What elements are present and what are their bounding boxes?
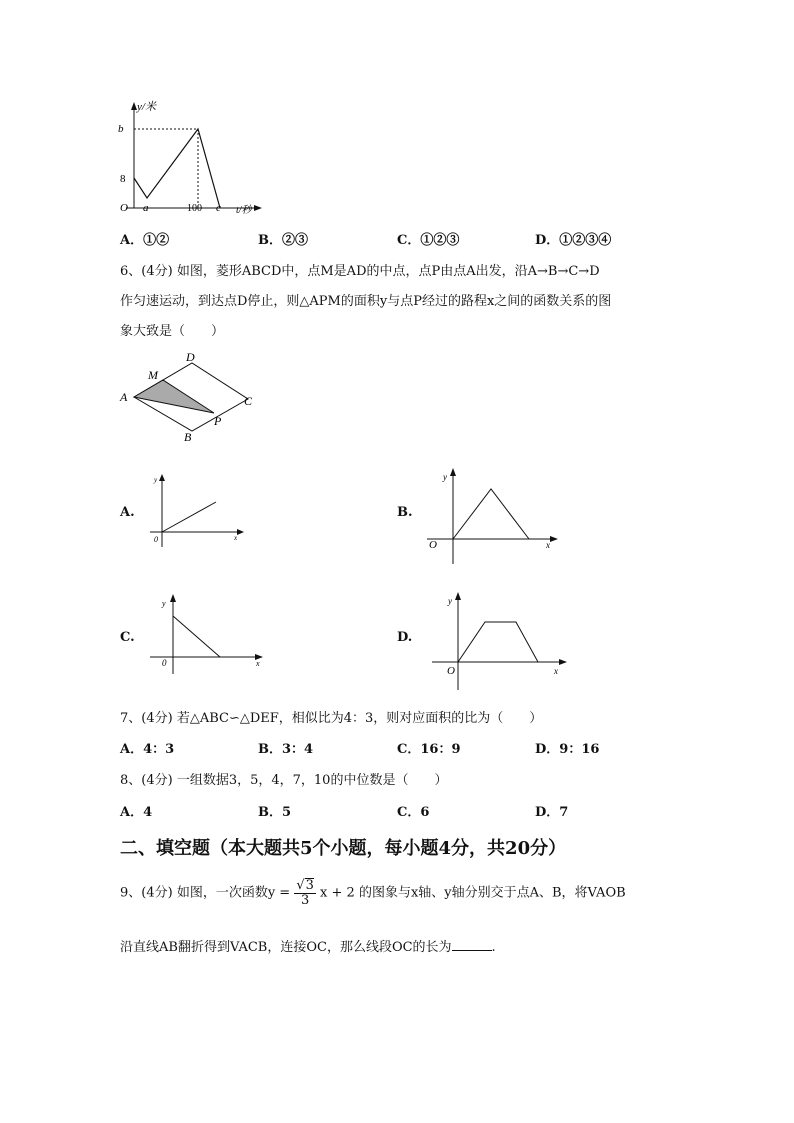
q9-fraction: $\frac{√3}{3}$ <box>296 878 314 909</box>
rhombus-figure <box>112 345 272 445</box>
vertex-b-label: B <box>184 430 192 444</box>
prev-option-c[interactable]: C．①②③ <box>397 233 460 248</box>
graph-b-origin: O <box>429 539 437 551</box>
origin-label: O <box>120 202 128 214</box>
tick-8: 8 <box>120 173 126 185</box>
q8-option-c[interactable]: C．6 <box>397 805 430 820</box>
graph-b-y-label: y <box>443 472 447 482</box>
tick-b: b <box>118 123 124 135</box>
q8-option-b[interactable]: B．5 <box>258 805 292 820</box>
q8-text: 8、(4分) 一组数据3，5，4，7，10的中位数是（ ） <box>120 773 448 788</box>
q6-graph-c <box>148 592 268 676</box>
graph-a-x-label: x <box>234 534 238 542</box>
q7-option-a[interactable]: A．4：3 <box>120 742 175 757</box>
vertex-c-label: C <box>244 394 253 408</box>
q7-option-c[interactable]: C．16：9 <box>397 742 461 757</box>
prev-option-b[interactable]: B．②③ <box>258 233 308 248</box>
q6-graph-b <box>425 466 560 566</box>
graph-a-origin: 0 <box>154 535 158 544</box>
graph-c-origin: 0 <box>162 658 167 668</box>
q6-option-d[interactable]: D. <box>397 630 413 645</box>
vertex-a-label: A <box>120 390 128 404</box>
graph-b-x-label: x <box>546 540 550 550</box>
prev-option-a[interactable]: A．①② <box>120 233 170 248</box>
graph-d-y-label: y <box>448 596 452 606</box>
graph-c-x-label: x <box>256 659 260 668</box>
point-p-label: P <box>214 414 222 428</box>
q7-text: 7、(4分) 若△ABC∽△DEF，相似比为4：3，则对应面积的比为（ ） <box>120 711 543 726</box>
q6-line-1: 6、(4分) 如图，菱形ABCD中，点M是AD的中点，点P由点A出发，沿A→B→C→D <box>120 264 600 279</box>
q9-denominator: 3 <box>300 893 310 909</box>
tick-a: a <box>143 202 149 214</box>
q6-option-c[interactable]: C. <box>120 630 135 645</box>
x-axis-label: t/秒 <box>236 205 252 216</box>
graph-c-y-label: y <box>162 599 166 608</box>
q9-line-1 <box>120 878 626 909</box>
q6-option-a[interactable]: A. <box>120 505 135 520</box>
q9-line-2 <box>120 936 496 955</box>
q8-option-d[interactable]: D．7 <box>535 805 569 820</box>
q9-line-2-end: . <box>491 940 496 955</box>
prev-question-graph <box>112 98 264 216</box>
section-heading: 二、填空题（本大题共5个小题，每小题4分，共20分） <box>120 838 567 859</box>
q6-graph-a <box>142 472 252 552</box>
q6-line-3: 象大致是（ ） <box>120 324 225 339</box>
prev-option-d[interactable]: D．①②③④ <box>535 233 612 248</box>
graph-d-origin: O <box>447 665 455 677</box>
q9-sqrt-radicand: 3 <box>305 878 314 893</box>
q6-graph-d <box>430 590 570 692</box>
q6-option-b[interactable]: B. <box>397 505 413 520</box>
q6-line-2: 作匀速运动，到达点D停止，则△APM的面积y与点P经过的路程x之间的函数关系的图 <box>120 294 612 309</box>
graph-d-x-label: x <box>554 666 558 676</box>
q9-suffix: x + 2 的图象与x轴、y轴分别交于点A、B，将VAOB <box>320 885 626 901</box>
q9-line-2-text: 沿直线AB翻折得到VACB，连接OC，那么线段OC的长为 <box>120 940 452 955</box>
q8-option-a[interactable]: A．4 <box>120 805 153 820</box>
q9-prefix: 9、(4分) 如图，一次函数y = <box>120 885 291 901</box>
q9-answer-blank[interactable] <box>452 940 492 951</box>
y-axis-label: y/米 <box>137 101 156 113</box>
tick-c: c <box>216 202 221 214</box>
q7-option-b[interactable]: B．3：4 <box>258 742 314 757</box>
graph-a-y-label: y <box>154 476 158 484</box>
point-m-label: M <box>148 368 158 382</box>
vertex-d-label: D <box>186 350 195 364</box>
tick-100: 100 <box>187 203 202 214</box>
q7-option-d[interactable]: D．9：16 <box>535 742 600 757</box>
